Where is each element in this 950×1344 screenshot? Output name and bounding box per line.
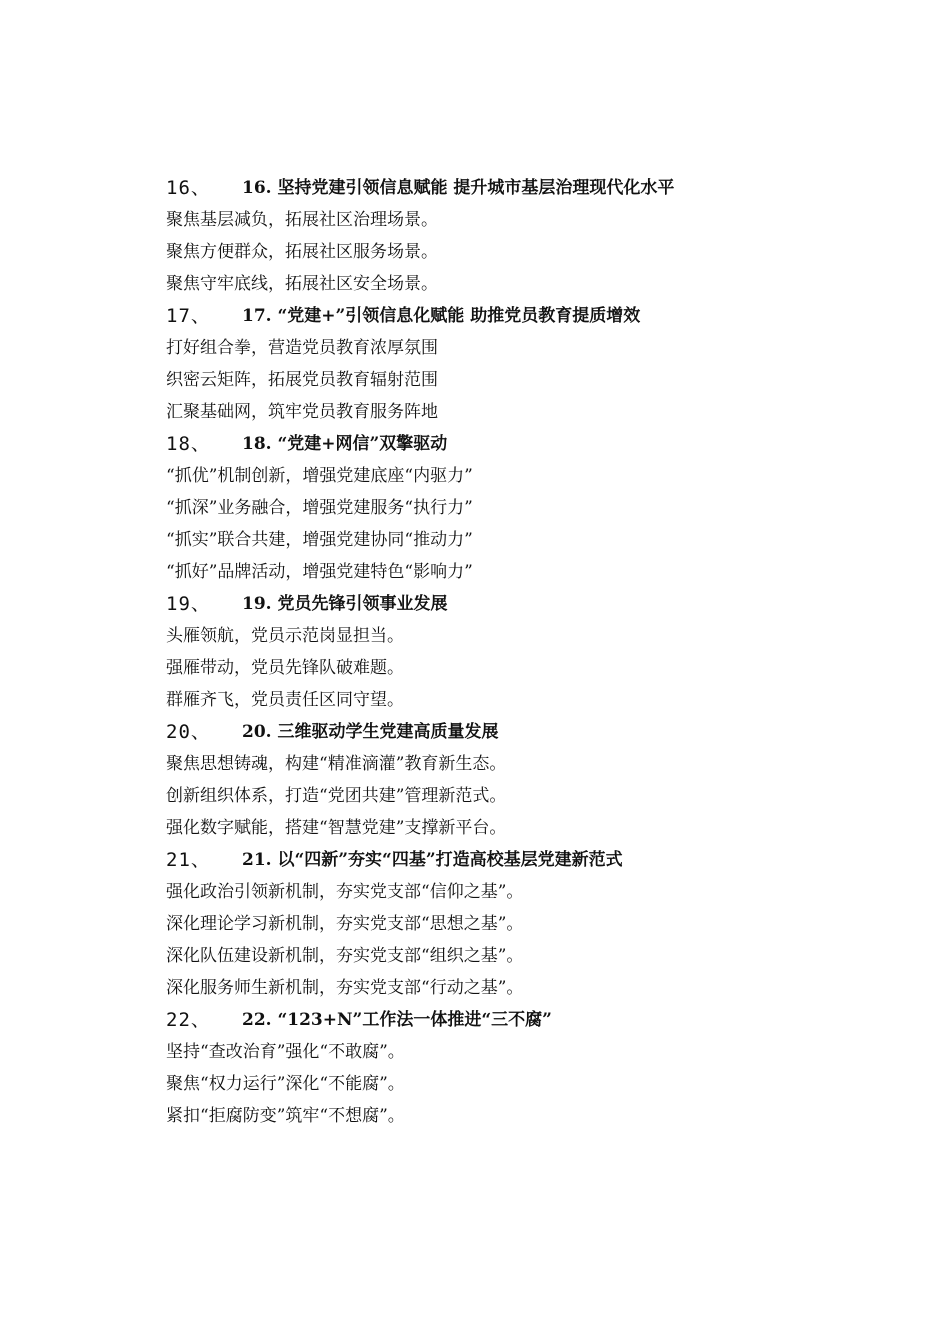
body-line: 打好组合拳，营造党员教育浓厚氛围: [166, 338, 438, 358]
section-heading: [166, 588, 886, 620]
section-title: 22. “123+N”工作法一体推进“三不腐”: [242, 1010, 552, 1030]
body-line: 强雁带动，党员先锋队破难题。: [166, 658, 404, 678]
body-line: 聚焦思想铸魂，构建“精准滴灌”教育新生态。: [166, 754, 507, 774]
section-heading: [166, 1004, 886, 1036]
section-title: 21. 以“四新”夯实“四基”打造高校基层党建新范式: [242, 850, 623, 870]
section: [166, 588, 886, 716]
body-line: 紧扣“拒腐防变”筑牢“不想腐”。: [166, 1106, 405, 1126]
body-line: 聚焦基层减负，拓展社区治理场景。: [166, 210, 438, 230]
body-line: “抓好”品牌活动，增强党建特色“影响力”: [166, 562, 473, 582]
body-line: 强化政治引领新机制，夯实党支部“信仰之基”。: [166, 882, 524, 902]
body-line: “抓实”联合共建，增强党建协同“推动力”: [166, 530, 473, 550]
section-heading: [166, 844, 886, 876]
body-line: 深化队伍建设新机制，夯实党支部“组织之基”。: [166, 946, 524, 966]
section: [166, 172, 886, 300]
section: [166, 428, 886, 588]
section-heading: [166, 300, 886, 332]
body-line: 创新组织体系，打造“党团共建”管理新范式。: [166, 786, 507, 806]
section-heading: [166, 172, 886, 204]
section-title: 18. “党建+网信”双擎驱动: [242, 434, 448, 454]
section: [166, 844, 886, 1004]
section-title: 16. 坚持党建引领信息赋能 提升城市基层治理现代化水平: [242, 178, 675, 198]
section: [166, 1004, 886, 1132]
section-number: 20、: [166, 721, 211, 743]
section-number: 22、: [166, 1009, 211, 1031]
section: [166, 300, 886, 428]
section-heading: [166, 428, 886, 460]
body-line: 群雁齐飞，党员责任区同守望。: [166, 690, 404, 710]
section-number: 21、: [166, 849, 211, 871]
section-number: 19、: [166, 593, 211, 615]
section-title: 20. 三维驱动学生党建高质量发展: [242, 722, 499, 742]
section-title: 17. “党建+”引领信息化赋能 助推党员教育提质增效: [242, 306, 641, 326]
section-number: 17、: [166, 305, 211, 327]
body-line: 坚持“查改治育”强化“不敢腐”。: [166, 1042, 405, 1062]
body-line: 深化服务师生新机制，夯实党支部“行动之基”。: [166, 978, 524, 998]
section: [166, 716, 886, 844]
body-line: 深化理论学习新机制，夯实党支部“思想之基”。: [166, 914, 524, 934]
body-line: 头雁领航，党员示范岗显担当。: [166, 626, 404, 646]
section-heading: [166, 716, 886, 748]
section-number: 16、: [166, 177, 211, 199]
body-line: 聚焦方便群众，拓展社区服务场景。: [166, 242, 438, 262]
body-line: “抓优”机制创新，增强党建底座“内驱力”: [166, 466, 473, 486]
body-line: “抓深”业务融合，增强党建服务“执行力”: [166, 498, 473, 518]
body-line: 织密云矩阵，拓展党员教育辐射范围: [166, 370, 438, 390]
body-line: 汇聚基础网，筑牢党员教育服务阵地: [166, 402, 438, 422]
section-title: 19. 党员先锋引领事业发展: [242, 594, 448, 614]
body-line: 强化数字赋能，搭建“智慧党建”支撑新平台。: [166, 818, 507, 838]
document-page: [166, 172, 886, 1132]
body-line: 聚焦守牢底线，拓展社区安全场景。: [166, 274, 438, 294]
body-line: 聚焦“权力运行”深化“不能腐”。: [166, 1074, 405, 1094]
section-number: 18、: [166, 433, 211, 455]
